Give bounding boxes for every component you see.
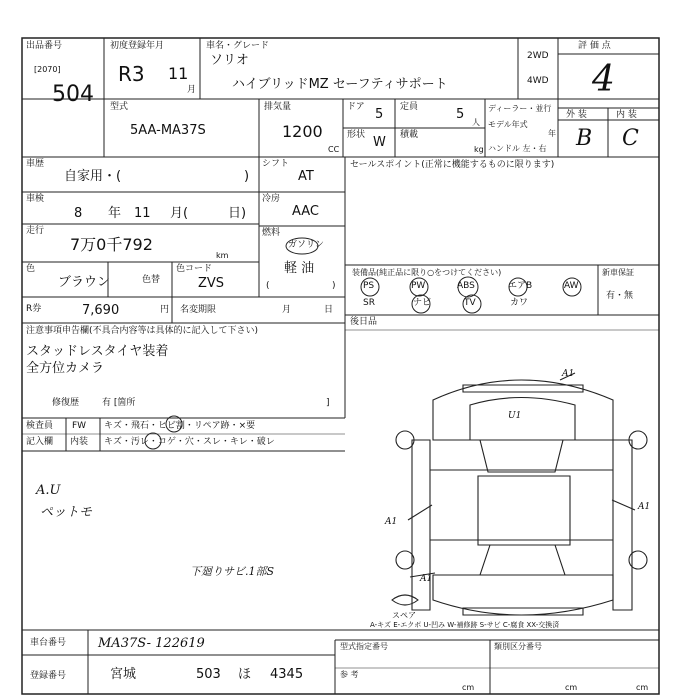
score: 4	[592, 59, 615, 100]
mark-a1-left: A1	[385, 517, 398, 527]
repair-value: 有 [箇所	[102, 398, 136, 408]
lot-label: 出品番号	[26, 41, 63, 51]
cooling: AAC	[292, 204, 319, 219]
lot-number: 504	[52, 82, 94, 107]
note-petmo: ペットモ	[40, 505, 93, 520]
rear-items-label: 後日品	[350, 317, 378, 327]
month-unit-left: 月(	[170, 206, 189, 221]
mark-a1-top: A1	[562, 369, 575, 379]
equip-leather: カワ	[510, 298, 529, 308]
mileage-label: 走行	[26, 226, 45, 236]
name-change-day: 日	[324, 305, 334, 315]
day-unit: 日)	[228, 206, 247, 221]
repair-close: ]	[326, 398, 330, 408]
shift: AT	[298, 169, 314, 184]
type-designation-label: 型式指定番号	[340, 642, 388, 651]
interior-grade: C	[622, 126, 639, 151]
model-year-label: モデル年式	[488, 120, 528, 129]
equip-navi: ナビ	[413, 298, 432, 308]
color-swap-label: 色替	[142, 275, 161, 285]
handle-label: ハンドル 左・右	[488, 144, 547, 153]
cc-unit: CC	[328, 145, 340, 154]
model-code: 5AA-MA37S	[130, 123, 206, 138]
year-unit-left: 年	[108, 206, 122, 221]
load-label: 積載	[400, 130, 419, 140]
note-2: 全方位カメラ	[26, 361, 105, 376]
equip-tv: TV	[464, 298, 476, 308]
era-year: R3	[118, 62, 145, 86]
capacity: 5	[456, 107, 465, 122]
fuel-gasoline: ガソリン	[288, 240, 325, 250]
equip-abs: ABS	[457, 281, 475, 291]
month-unit: 月	[187, 85, 197, 95]
kg-unit: kg	[474, 145, 484, 154]
name-label: 車名・グレード	[206, 41, 270, 51]
year-unit: 年	[548, 129, 556, 138]
reg-class: 503	[196, 667, 221, 682]
interior-items: キズ・汚レ・コゲ・穴・スレ・キレ・破レ	[104, 437, 275, 447]
reg-region: 宮城	[110, 667, 137, 682]
note-underbody: 下廻りサビ.1部S	[190, 565, 275, 578]
name-change-month: 月	[282, 305, 292, 315]
capacity-label: 定員	[400, 102, 419, 112]
spare-label: スペア	[392, 611, 416, 620]
inspection-month: 11	[134, 206, 151, 221]
drive-2wd: 2WD	[527, 51, 549, 61]
model-label: 型式	[110, 102, 129, 112]
interior-label: 内 装	[616, 110, 637, 120]
note-1: スタッドレスタイヤ装着	[26, 344, 169, 359]
fuel-paren-close: )	[332, 281, 336, 291]
equip-pw: PW	[411, 281, 426, 291]
cm-unit-1: cm	[462, 683, 475, 692]
new-warranty-label: 新車保証	[602, 268, 634, 277]
new-warranty-value: 有・無	[606, 291, 634, 301]
name-change-label: 名変期限	[180, 305, 217, 315]
score-label: 評 価 点	[578, 41, 611, 51]
grade: ハイブリッドMZ セーフティサポート	[232, 77, 448, 92]
recycle-label: R券	[26, 304, 42, 314]
reg-kana: ほ	[238, 667, 252, 682]
yen-unit: 円	[160, 305, 170, 315]
inspection-year: 8	[74, 206, 83, 221]
displacement: 1200	[282, 122, 323, 141]
recycle-fee: 7,690	[82, 303, 120, 318]
first-reg-label: 初度登録年月	[110, 41, 165, 51]
mark-a1-bottom: A1	[420, 574, 433, 584]
chassis-number: MA37S- 122619	[98, 636, 205, 651]
color-code: ZVS	[198, 276, 225, 291]
reg-digits: 4345	[270, 667, 304, 682]
entry-label: 記入欄	[26, 437, 54, 447]
shape: W	[373, 135, 386, 150]
chassis-label: 車台番号	[30, 638, 67, 648]
drive-4wd: 4WD	[527, 76, 549, 86]
dealer-label: ディーラー・並行	[488, 104, 552, 113]
mileage: 7万0千792	[70, 235, 153, 254]
fuel-diesel: 軽 油	[284, 261, 315, 276]
fuel-label: 燃料	[262, 228, 281, 238]
shape-label: 形状	[347, 130, 366, 140]
exterior-label: 外 装	[566, 110, 587, 120]
history-close: )	[244, 169, 250, 184]
fw-label: FW	[72, 421, 87, 431]
fuel-paren-open: (	[266, 281, 270, 291]
doors: 5	[375, 107, 384, 122]
exterior-grade: B	[576, 126, 593, 151]
color: ブラウン	[58, 275, 111, 290]
category-label: 類別区分番号	[494, 642, 542, 651]
fw-items: キズ・飛石・ヒビ割・リペア跡・×要	[104, 421, 256, 431]
note-au: A.U	[36, 483, 61, 498]
equip-aw: AW	[564, 281, 579, 291]
reg-number-label: 登録番号	[30, 671, 67, 681]
cooling-label: 冷房	[262, 194, 281, 204]
color-code-label: 色コード	[176, 264, 213, 274]
shift-label: シフト	[262, 159, 290, 169]
interior-row-label: 内装	[70, 437, 89, 447]
inspector-label: 検査員	[26, 421, 54, 431]
cm-unit-3: cm	[636, 683, 649, 692]
km-unit: km	[216, 251, 229, 260]
mark-u1: U1	[508, 411, 522, 421]
history: 自家用・(	[64, 169, 122, 184]
equip-sr: SR	[363, 298, 375, 308]
door-label: ドア	[347, 102, 365, 112]
mark-a1-right: A1	[638, 502, 651, 512]
lot-sub: [2070]	[34, 65, 61, 74]
inspection-label: 車検	[26, 194, 45, 204]
person-unit: 人	[472, 118, 480, 127]
notes-title: 注意事項申告欄(不具合内容等は具体的に記入して下さい)	[26, 326, 259, 336]
equip-ps: PS	[363, 281, 375, 291]
sales-point-label: セールスポイント(正常に機能するものに限ります)	[350, 160, 555, 170]
reg-month: 11	[168, 64, 189, 83]
damage-legend: A-キズ E-エクボ U-凹み W-補修跡 S-サビ C-腐食 XX-交換済	[370, 621, 560, 629]
car-name: ソリオ	[210, 53, 249, 68]
reference-label: 参 考	[340, 670, 359, 679]
equip-airbag: エアB	[508, 281, 533, 291]
repair-label: 修復歴	[52, 398, 80, 408]
equipment-label: 装備品(純正品に限り○をつけてください)	[352, 268, 502, 277]
cm-unit-2: cm	[565, 683, 578, 692]
color-label: 色	[26, 264, 36, 274]
history-label: 車歴	[26, 159, 45, 169]
displacement-label: 排気量	[264, 102, 292, 112]
